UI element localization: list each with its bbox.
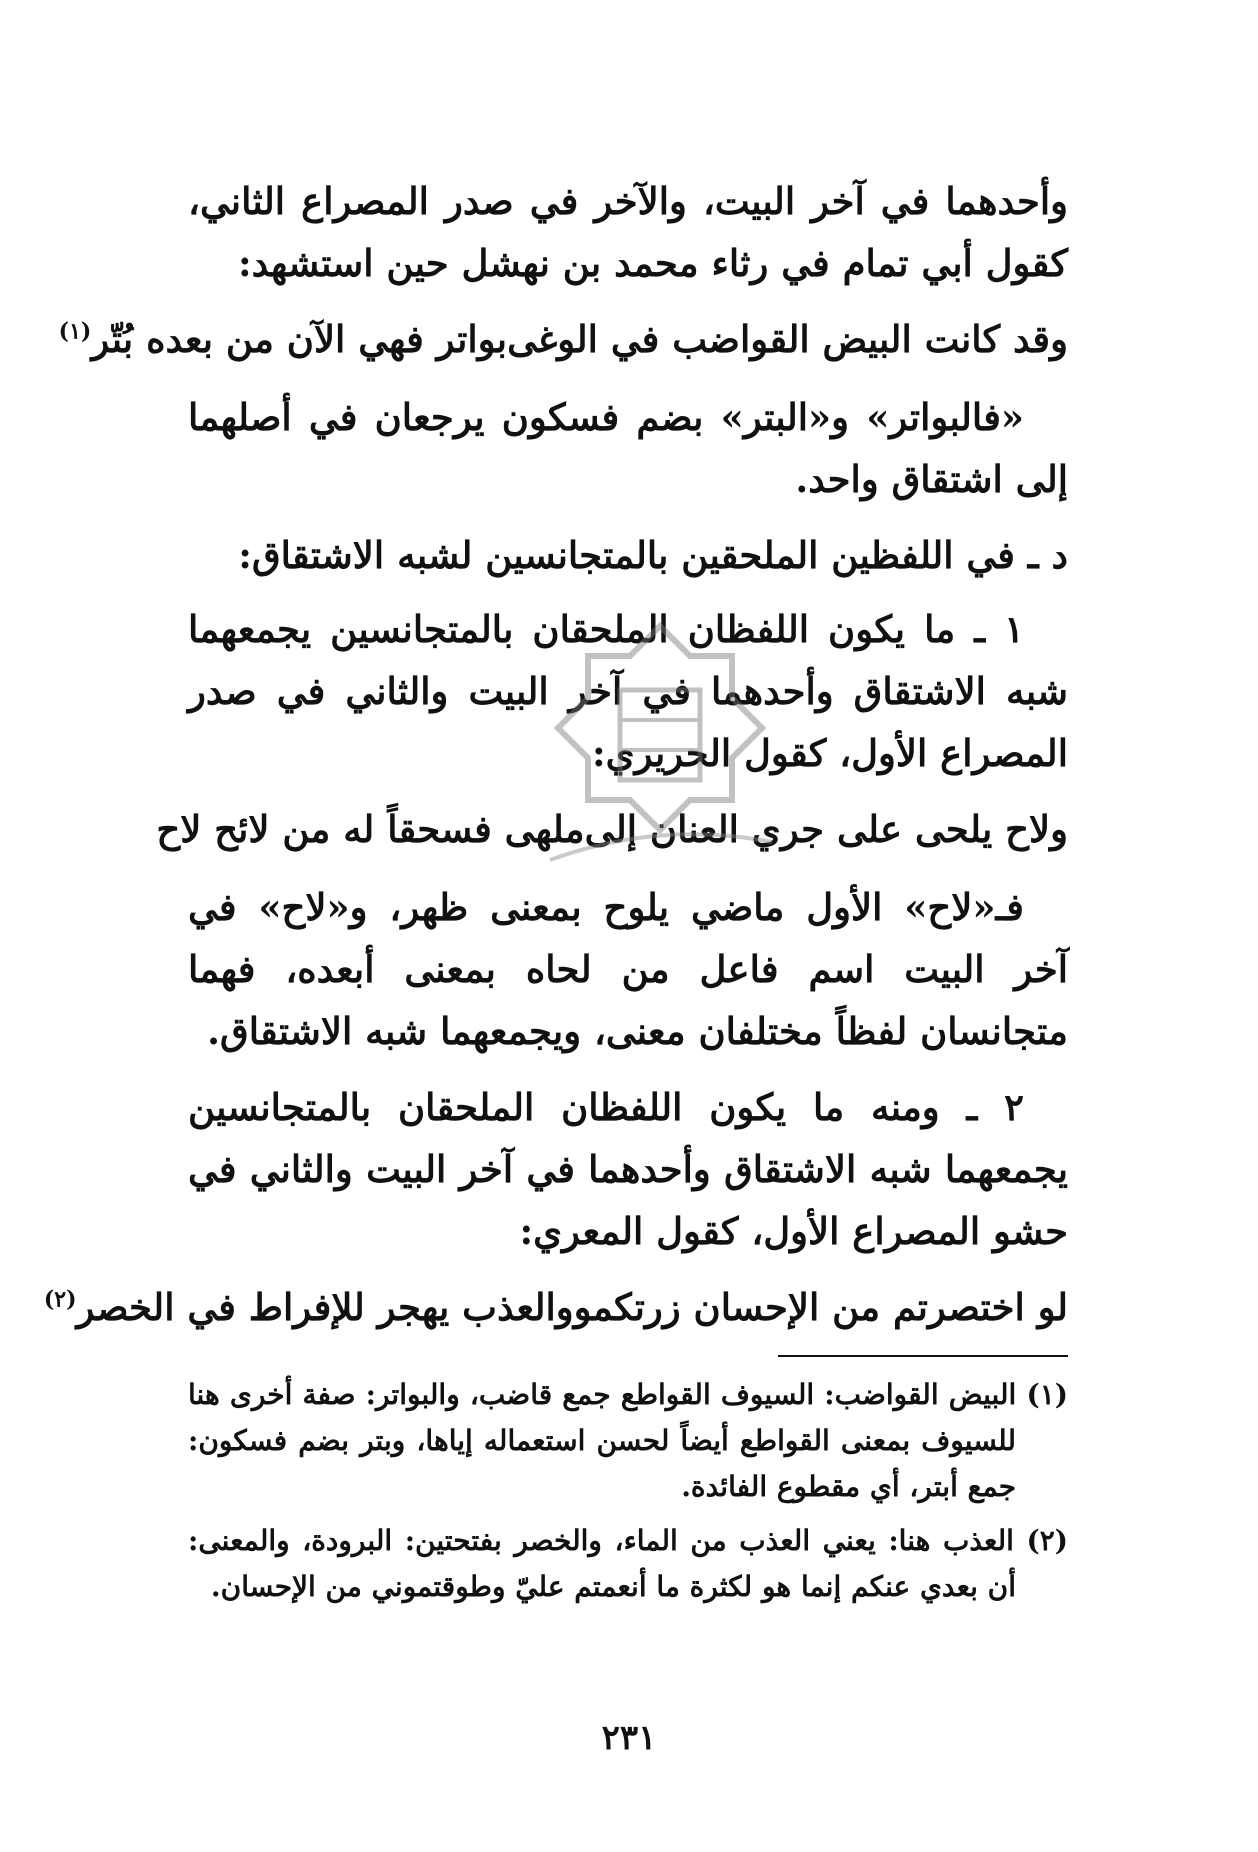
verse-2-first-hemistich: ولاح يلحى على جري العنان إلى [584,807,1068,851]
footnotes [188,1372,1068,1618]
verse-1-second-hemistich: بواتر فهي الآن من بعده بُتّر$^{(١)}$ [58,317,508,361]
footnote-divider [778,1355,1068,1357]
footnote-1: (١) البيض القواضب: السيوف القواطع جمع قاضب، والبواتر: صفة أخرى هنا للسيوف بمعنى القواطع أيضاً لحسن استعماله إياها، وبتر بضم فسكون: جمع أبتر، أي مقطوع الفائدة. [188,1378,1068,1503]
verse-1-first-hemistich: وقد كانت البيض القواضب في الوغى [507,317,1068,361]
paragraph-1: وأحدهما في آخر البيت، والآخر في صدر المصراع الثاني، كقول أبي تمام في رثاء محمد بن نهشل حين استشهد: [188,179,1068,285]
section-heading: د ـ في اللفظين الملحقين بالمتجانسين لشبه الاشتقاق: [238,533,1068,577]
paragraph-3: ١ ـ ما يكون اللفظان الملحقان بالمتجانسين يجمعهما شبه الاشتقاق وأحدهما في آخر البيت والثاني في صدر المصراع الأول، كقول الحريري: [188,607,1068,775]
footnote-ref-1[interactable]: (١) [58,318,92,345]
verse-3-first-hemistich: لو اختصرتم من الإحسان زرتكمو [573,1285,1068,1329]
verse-2-second-hemistich: ملهى فسحقاً له من لائح لاح [156,807,585,851]
page-number: ٢٣١ [601,1718,657,1758]
verse-1 [58,308,1068,370]
verse-3 [43,1276,1068,1338]
footnote-ref-2[interactable]: (٢) [43,1286,77,1313]
paragraph-5: ٢ ـ ومنه ما يكون اللفظان الملحقان بالمتجانسين يجمعهما شبه الاشتقاق وأحدهما في آخر البيت والثاني في حشو المصراع الأول، كقول المعري: [188,1085,1068,1253]
paragraph-4: فـ«لاح» الأول ماضي يلوح بمعنى ظهر، و«لاح» في آخر البيت اسم فاعل من لحاه بمعنى أبعده، فهما متجانسان لفظاً مختلفان معنى، ويجمعهما شبه الاشتقاق. [188,885,1068,1053]
footnote-2: (٢) العذب هنا: يعني العذب من الماء، والخصر بفتحتين: البرودة، والمعنى: أن بعدي عنكم إنما هو لكثرة ما أنعمتم عليّ وطوقتموني من الإحسان. [188,1524,1068,1603]
verse-3-second-hemistich: والعذب يهجر للإفراط في الخصر$^{(٢)}$ [43,1285,574,1329]
paragraph-2: «فالبواتر» و«البتر» بضم فسكون يرجعان في أصلهما إلى اشتقاق واحد. [188,395,1068,501]
library-watermark-icon [540,620,780,880]
